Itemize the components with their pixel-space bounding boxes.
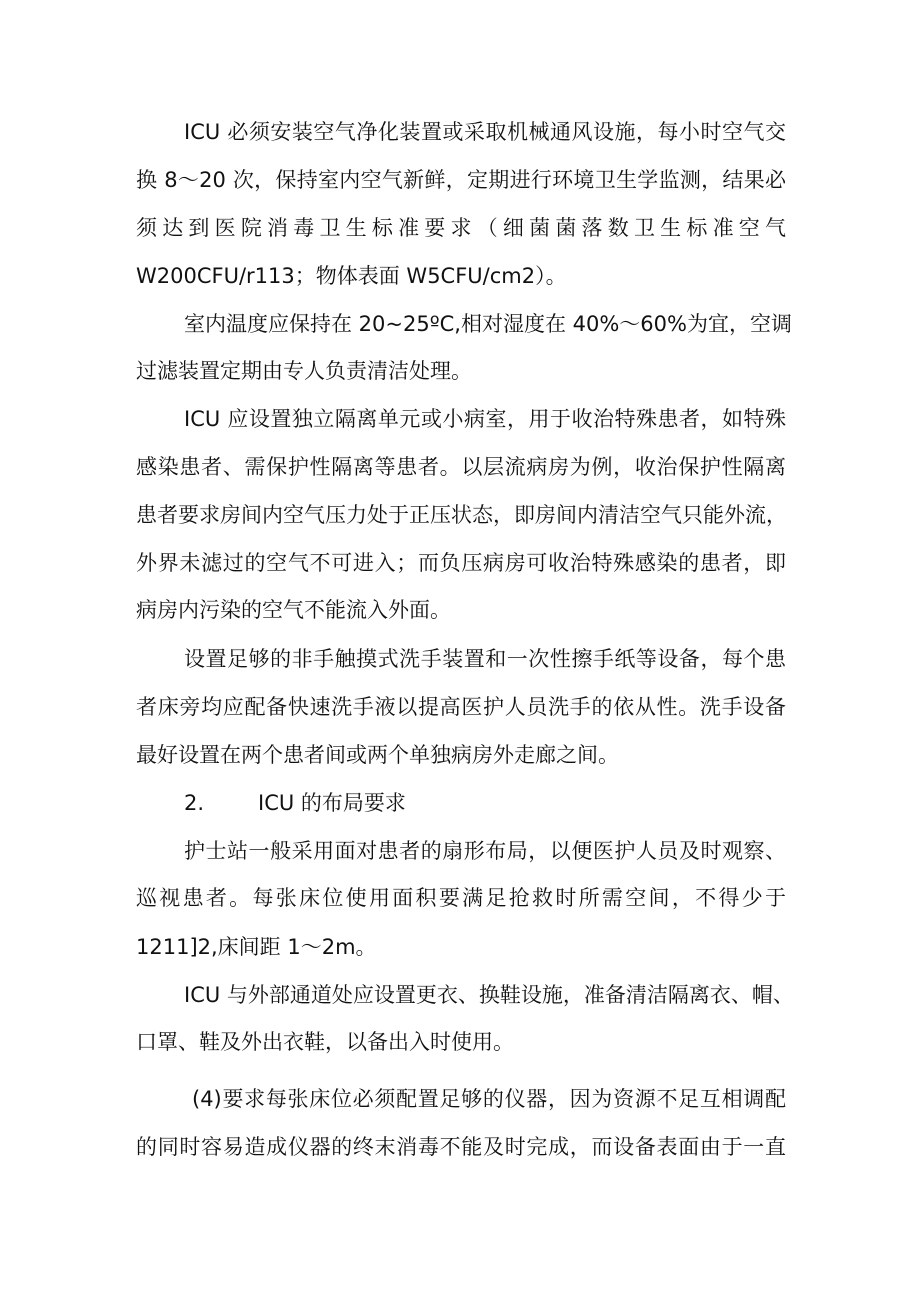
paragraph-line: 过滤装置定期由专人负责清洁处理。 xyxy=(136,359,472,383)
paragraph-line: ICU 与外部通道处应设置更衣、换鞋设施，准备清洁隔离衣、帽、 xyxy=(184,983,794,1007)
paragraph-line: ICU 必须安装空气净化装置或采取机械通风设施，每小时空气交 xyxy=(184,120,786,144)
paragraph-line: 换 8〜20 次，保持室内空气新鲜，定期进行环境卫生学监测，结果必 xyxy=(136,168,786,192)
paragraph-line: 病房内污染的空气不能流入外面。 xyxy=(136,598,451,622)
paragraph-line: 须达到医院消毒卫生标准要求（细菌菌落数卫生标准空气 xyxy=(136,216,786,240)
paragraph-line: 的同时容易造成仪器的终末消毒不能及时完成，而设备表面由于一直 xyxy=(136,1135,786,1159)
paragraph-line: 室内温度应保持在 20~25ºC,相对湿度在 40%〜60%为宜，空调 xyxy=(184,312,792,336)
paragraph-line: 设置足够的非手触摸式洗手装置和一次性擦手纸等设备，每个患 xyxy=(184,647,786,671)
paragraph-line: 者床旁均应配备快速洗手液以提高医护人员洗手的依从性。洗手设备 xyxy=(136,695,786,719)
paragraph-line: 护士站一般采用面对患者的扇形布局，以便医护人员及时观察、 xyxy=(184,839,786,863)
section-title: ICU 的布局要求 xyxy=(258,791,406,815)
paragraph-line: 外界未滤过的空气不可进入；而负压病房可收治特殊感染的患者，即 xyxy=(136,551,786,575)
paragraph-line: 感染患者、需保护性隔离等患者。以层流病房为例，收治保护性隔离 xyxy=(136,455,786,479)
paragraph-line: 患者要求房间内空气压力处于正压状态，即房间内清洁空气只能外流， xyxy=(136,503,787,527)
paragraph-line: 巡视患者。每张床位使用面积要满足抢救时所需空间，不得少于 xyxy=(136,886,786,910)
section-heading xyxy=(184,789,406,817)
paragraph-line: (4)要求每张床位必须配置足够的仪器，因为资源不足互相调配 xyxy=(192,1087,786,1111)
section-number: 2. xyxy=(184,791,205,815)
paragraph-line: ICU 应设置独立隔离单元或小病室，用于收治特殊患者，如特殊 xyxy=(184,407,786,431)
paragraph-line: 口罩、鞋及外出衣鞋，以备出入时使用。 xyxy=(136,1030,514,1054)
paragraph-line: 1211]2,床间距 1〜2m。 xyxy=(136,935,377,959)
paragraph-line: W200CFU/r113；物体表面 W5CFU/cm2）。 xyxy=(136,264,567,288)
paragraph-line: 最好设置在两个患者间或两个单独病房外走廊之间。 xyxy=(136,743,619,767)
